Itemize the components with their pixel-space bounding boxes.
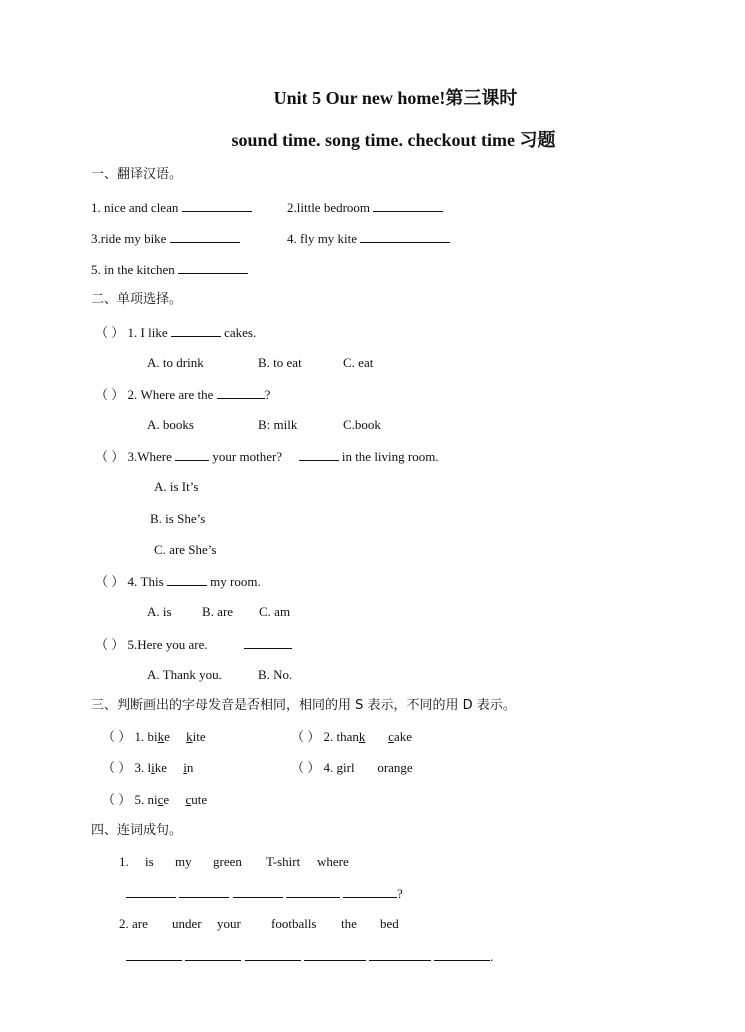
translation-item-2 — [287, 199, 443, 216]
word-order-1-num: 1. — [119, 854, 129, 869]
answer-paren[interactable]: （ ） — [291, 729, 321, 744]
answer-blank[interactable] — [126, 885, 176, 898]
phonics-item-5 — [102, 792, 207, 808]
answer-blank[interactable] — [343, 885, 397, 898]
section2-heading: 二、单项选择。 — [91, 292, 183, 307]
answer-blank[interactable] — [185, 948, 241, 961]
mc-question-2 — [95, 386, 270, 403]
q5-option-b: B. No. — [258, 667, 293, 682]
question-blank — [244, 636, 292, 649]
phonics-item-4 — [291, 760, 413, 776]
translation-item-4 — [287, 230, 450, 247]
translation-item-3 — [91, 230, 240, 247]
word-2: cake — [388, 729, 412, 744]
word-order-1-word: where — [317, 854, 349, 869]
answer-blank[interactable] — [369, 948, 431, 961]
word-order-2-word: footballs — [271, 916, 317, 931]
item-text: 5. in the kitchen — [91, 262, 175, 277]
end-punctuation: ? — [397, 886, 403, 901]
q5-option-a: A. Thank you. — [147, 667, 222, 682]
question-blank — [217, 386, 265, 399]
word-order-1-answer[interactable] — [126, 885, 403, 902]
word-order-2-num: 2. are — [119, 916, 148, 931]
item-text: 3.ride my bike — [91, 231, 167, 246]
answer-blank[interactable] — [179, 885, 229, 898]
answer-paren[interactable]: （ ） — [95, 387, 125, 402]
answer-blank[interactable] — [178, 261, 248, 274]
question-blank — [175, 448, 209, 461]
word-order-1-word: is — [145, 854, 154, 869]
q1-option-c: C. eat — [343, 355, 374, 370]
answer-paren[interactable]: （ ） — [95, 325, 125, 340]
question-text: in the living room. — [341, 449, 439, 464]
word-order-2-word: bed — [380, 916, 399, 931]
phonics-item-3 — [102, 760, 193, 776]
q4-option-b: B. are — [202, 604, 234, 619]
page-subtitle: sound time. song time. checkout time 习题 — [231, 130, 556, 150]
answer-blank[interactable] — [304, 948, 366, 961]
q2-option-b: B: milk — [258, 417, 298, 432]
question-blank — [299, 448, 339, 461]
question-text: my room. — [210, 574, 261, 589]
answer-paren[interactable]: （ ） — [102, 792, 132, 807]
question-text: cakes. — [224, 325, 257, 340]
item-number: 5. — [134, 792, 145, 807]
word-order-1-word: my — [175, 854, 192, 869]
translation-item-1 — [91, 199, 252, 216]
question-text: 2. Where are the — [127, 387, 214, 402]
word-1: bike — [147, 729, 170, 744]
q3-option-a: A. is It’s — [154, 479, 199, 494]
word-order-2-answer[interactable] — [126, 948, 494, 965]
word-1: nice — [147, 792, 170, 807]
answer-paren[interactable]: （ ） — [95, 637, 125, 652]
question-text: 4. This — [127, 574, 164, 589]
question-blank — [171, 324, 221, 337]
mc-question-1 — [95, 324, 256, 341]
answer-paren[interactable]: （ ） — [291, 760, 321, 775]
item-number: 4. — [323, 760, 334, 775]
answer-blank[interactable] — [373, 199, 443, 212]
item-text: 1. nice and clean — [91, 200, 179, 215]
answer-blank[interactable] — [170, 230, 240, 243]
question-blank — [167, 573, 207, 586]
answer-blank[interactable] — [360, 230, 450, 243]
phonics-item-1 — [102, 729, 206, 745]
mc-question-4 — [95, 573, 261, 590]
word-order-1-word: T-shirt — [266, 854, 301, 869]
answer-blank[interactable] — [126, 948, 182, 961]
item-number: 1. — [134, 729, 145, 744]
word-2: in — [183, 760, 194, 775]
phonics-item-2 — [291, 729, 412, 745]
question-text: your mother? — [212, 449, 283, 464]
answer-paren[interactable]: （ ） — [102, 729, 132, 744]
q3-option-b: B. is She’s — [150, 511, 206, 526]
q2-option-c: C.book — [343, 417, 381, 432]
page-title: Unit 5 Our new home!第三课时 — [273, 88, 518, 108]
question-text: ? — [264, 387, 271, 402]
q2-option-a: A. books — [147, 417, 194, 432]
question-text: 1. I like — [127, 325, 168, 340]
item-number: 2. — [323, 729, 334, 744]
word-2: kite — [186, 729, 206, 744]
item-text: 4. fly my kite — [287, 231, 358, 246]
word-order-2-word: the — [341, 916, 357, 931]
q1-option-b: B. to eat — [258, 355, 302, 370]
word-2: orange — [377, 760, 413, 775]
mc-question-5 — [95, 636, 292, 653]
item-text: 2.little bedroom — [287, 200, 371, 215]
end-punctuation: . — [490, 949, 494, 964]
answer-blank[interactable] — [434, 948, 490, 961]
answer-paren[interactable]: （ ） — [95, 574, 125, 589]
item-number: 3. — [134, 760, 145, 775]
q1-option-a: A. to drink — [147, 355, 204, 370]
q3-option-c: C. are She’s — [154, 542, 217, 557]
translation-item-5 — [91, 261, 248, 278]
question-text: 3.Where — [127, 449, 172, 464]
word-order-2-word: under — [172, 916, 202, 931]
answer-blank[interactable] — [245, 948, 301, 961]
section4-heading: 四、连词成句。 — [91, 823, 183, 838]
answer-paren[interactable]: （ ） — [95, 449, 125, 464]
q4-option-a: A. is — [147, 604, 172, 619]
answer-blank[interactable] — [182, 199, 252, 212]
word-order-1-word: green — [213, 854, 242, 869]
word-2: cute — [185, 792, 208, 807]
mc-question-3 — [95, 448, 439, 465]
section1-heading: 一、翻译汉语。 — [91, 167, 183, 182]
word-1: girl — [336, 760, 355, 775]
word-1: thank — [336, 729, 366, 744]
answer-paren[interactable]: （ ） — [102, 760, 132, 775]
answer-blank[interactable] — [286, 885, 340, 898]
q4-option-c: C. am — [259, 604, 291, 619]
question-text: 5.Here you are. — [127, 637, 208, 652]
word-1: like — [147, 760, 168, 775]
section3-heading: 三、判断画出的字母发音是否相同，相同的用 S 表示，不同的用 D 表示。 — [91, 698, 516, 713]
answer-blank[interactable] — [233, 885, 283, 898]
word-order-2-word: your — [217, 916, 241, 931]
